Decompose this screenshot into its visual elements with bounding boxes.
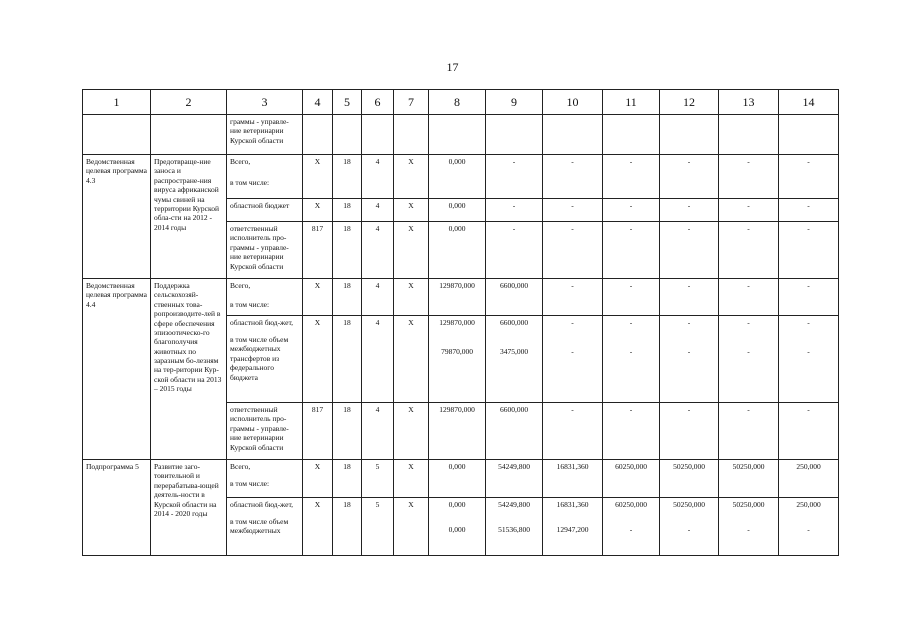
cell-value: 4 <box>362 155 394 199</box>
cell-value: 0,000 <box>429 222 486 279</box>
cell-value: Х <box>394 155 429 199</box>
cell-value: 18 <box>333 460 362 498</box>
cell-value: - <box>779 199 839 222</box>
header-cell: 10 <box>543 90 603 115</box>
header-cell: 1 <box>83 90 151 115</box>
cell-value-pair: 50250,000 - <box>660 498 719 556</box>
cell-value: 18 <box>333 199 362 222</box>
program-name: Ведомственная целевая программа 4.4 <box>83 279 151 460</box>
cell-value: 817 <box>303 222 333 279</box>
cell-value-pair: 54249,800 51536,800 <box>486 498 543 556</box>
cell-value: - <box>779 222 839 279</box>
header-cell: 2 <box>151 90 227 115</box>
cell-value: 6600,000 <box>486 279 543 316</box>
cell-value: 18 <box>333 222 362 279</box>
cell-value: 50250,000 <box>719 460 779 498</box>
cell-value-pair: - - <box>779 316 839 403</box>
cell-value-pair: 50250,000 - <box>719 498 779 556</box>
cell-value: 18 <box>333 316 362 403</box>
cell-value: Х <box>394 199 429 222</box>
cell-value-pair: 6600,000 3475,000 <box>486 316 543 403</box>
program-description: Развитие заго-товительной и перерабатыва-ющей деятель-ности в Курской области на 2014 - 2020 годы <box>151 460 227 556</box>
cell-value: - <box>603 199 660 222</box>
cell-executor: ответственный исполнитель про-граммы - управле-ние ветеринарии Курской области <box>227 222 303 279</box>
cell-value: - <box>779 279 839 316</box>
cell-funding-source: областной бюд-жет, в том числе объем межбюджетных трансфертов из федерального бюджета <box>227 316 303 403</box>
cell-value: Х <box>394 222 429 279</box>
header-cell: 5 <box>333 90 362 115</box>
header-cell: 13 <box>719 90 779 115</box>
cell-value: 5 <box>362 498 394 556</box>
cell-value-pair: - - <box>719 316 779 403</box>
cell-value-pair: - - <box>543 316 603 403</box>
cell-value: Х <box>303 279 333 316</box>
cell-value: - <box>603 403 660 460</box>
cell-value: Х <box>394 316 429 403</box>
header-cell: 9 <box>486 90 543 115</box>
cell-value: - <box>603 222 660 279</box>
cell-value: - <box>543 199 603 222</box>
cell-value: Х <box>303 498 333 556</box>
page-number: 17 <box>446 60 459 74</box>
budget-table <box>82 89 839 556</box>
header-cell: 14 <box>779 90 839 115</box>
cell-value: 18 <box>333 403 362 460</box>
cell-value: 129870,000 <box>429 279 486 316</box>
cell-funding-source: областной бюджет <box>227 199 303 222</box>
cell-value-pair: 16831,360 12947,200 <box>543 498 603 556</box>
cell-value: - <box>719 155 779 199</box>
cell-value: Х <box>303 316 333 403</box>
cell-value: 4 <box>362 199 394 222</box>
cell-value: Х <box>394 279 429 316</box>
cell-value: Х <box>394 460 429 498</box>
cell-value: - <box>660 222 719 279</box>
cell-value: 18 <box>333 498 362 556</box>
cell-executor: граммы - управле-ние ветеринарии Курской области <box>227 115 303 155</box>
cell-value: 16831,360 <box>543 460 603 498</box>
cell-funding-source: Всего, в том числе: <box>227 460 303 498</box>
cell-value: 5 <box>362 460 394 498</box>
cell-value: 0,000 <box>429 155 486 199</box>
cell-value-pair: 129870,000 79870,000 <box>429 316 486 403</box>
cell-value: - <box>660 403 719 460</box>
cell-value: Х <box>303 460 333 498</box>
cell-value: - <box>486 155 543 199</box>
table-row <box>83 279 839 316</box>
header-cell: 7 <box>394 90 429 115</box>
cell-value: - <box>603 279 660 316</box>
header-row <box>83 90 839 115</box>
cell-executor: ответственный исполнитель про-граммы - управле-ние ветеринарии Курской области <box>227 403 303 460</box>
program-description: Поддержка сельскохозяй-ственных това-ропроизводите-лей в сфере обеспечения эпизоотическо-го благополучия животных по заразным бо-лезням на тер-ритории Кур-ской области на 2013 – 2015 годы <box>151 279 227 460</box>
cell-value: 18 <box>333 279 362 316</box>
cell-value: 60250,000 <box>603 460 660 498</box>
cell-value-pair: 60250,000 - <box>603 498 660 556</box>
cell-value: - <box>543 155 603 199</box>
cell-value: - <box>719 199 779 222</box>
cell-value: - <box>543 403 603 460</box>
program-name: Подпрограмма 5 <box>83 460 151 556</box>
cell-value: 0,000 <box>429 460 486 498</box>
cell-value: Х <box>394 403 429 460</box>
cell-value: 50250,000 <box>660 460 719 498</box>
cell-value: Х <box>303 199 333 222</box>
cell-value-pair: - - <box>603 316 660 403</box>
cell-value: 4 <box>362 316 394 403</box>
header-cell: 12 <box>660 90 719 115</box>
cell-funding-source: областной бюд-жет, в том числе объем межбюджетных <box>227 498 303 556</box>
cell-value-pair: - - <box>660 316 719 403</box>
cell-value: - <box>486 222 543 279</box>
cell-value: 4 <box>362 403 394 460</box>
cell-value: Х <box>394 498 429 556</box>
cell-value: - <box>719 279 779 316</box>
cell-value: - <box>660 155 719 199</box>
cell-value: 18 <box>333 155 362 199</box>
table-row <box>83 460 839 498</box>
cell-value-pair: 250,000 - <box>779 498 839 556</box>
cell-value: - <box>719 403 779 460</box>
program-description: Предотвраще-ние заноса и распростране-ния вируса африканской чумы свиней на территории Курской обла-сти на 2012 - 2014 годы <box>151 155 227 279</box>
cell-value-pair: 0,000 0,000 <box>429 498 486 556</box>
cell-value: - <box>543 279 603 316</box>
cell-funding-source: Всего, в том числе: <box>227 279 303 316</box>
cell-value: - <box>660 279 719 316</box>
cell-value: - <box>779 403 839 460</box>
header-cell: 4 <box>303 90 333 115</box>
header-cell: 11 <box>603 90 660 115</box>
cell-value: - <box>719 222 779 279</box>
cell-value: 0,000 <box>429 199 486 222</box>
cell-value: 129870,000 <box>429 403 486 460</box>
header-cell: 6 <box>362 90 394 115</box>
table-row <box>83 155 839 199</box>
cell-value: 6600,000 <box>486 403 543 460</box>
header-cell: 8 <box>429 90 486 115</box>
cell-value: 4 <box>362 279 394 316</box>
cell-value: - <box>543 222 603 279</box>
cell-value: 817 <box>303 403 333 460</box>
cell-value: - <box>603 155 660 199</box>
cell-funding-source: Всего, в том числе: <box>227 155 303 199</box>
program-name: Ведомственная целевая программа 4.3 <box>83 155 151 279</box>
cell-value: - <box>486 199 543 222</box>
header-cell: 3 <box>227 90 303 115</box>
table-row <box>83 115 839 155</box>
cell-value: 250,000 <box>779 460 839 498</box>
cell-value: 4 <box>362 222 394 279</box>
cell-value: - <box>660 199 719 222</box>
cell-value: 54249,800 <box>486 460 543 498</box>
cell-value: - <box>779 155 839 199</box>
cell-value: Х <box>303 155 333 199</box>
